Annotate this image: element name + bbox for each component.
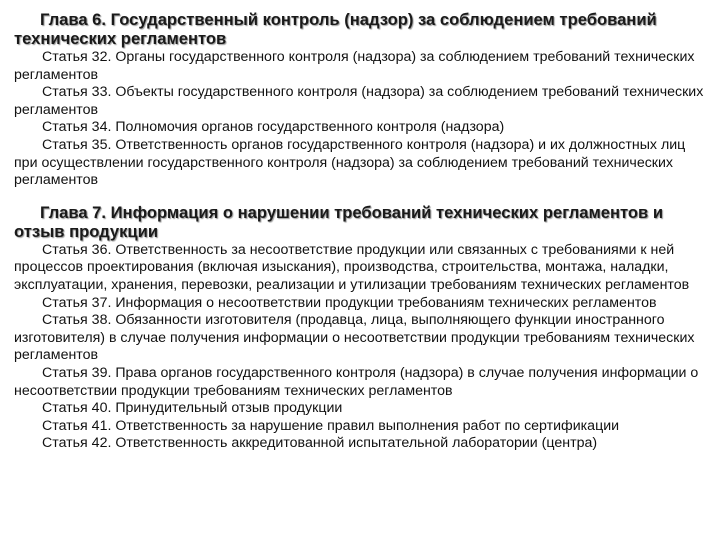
article-36: Статья 36. Ответственность за несоответствие продукции или связанных с требованиями к ней процессов проектирования (включая изыскания), производства, строительства, монтажа, наладки, эксплуатации, хранения, перевозки, реализации и утилизации требованиям технических регламентов — [14, 241, 690, 293]
chapter-title: Глава 6. Государственный контроль (надзор) за соблюдением требований технических регламентов — [14, 10, 657, 48]
article-37: Статья 37. Информация о несоответствии продукции требованиям технических регламентов — [42, 294, 657, 311]
article-39: Статья 39. Права органов государственного контроля (надзора) в случае получения информации о несоответствии продукции требованиям технических регламентов — [14, 364, 699, 399]
article-33: Статья 33. Объекты государственного контроля (надзора) за соблюдением требований технических регламентов — [14, 84, 704, 118]
chapter-6 — [14, 10, 712, 190]
article-32: Статья 32. Органы государственного контроля (надзора) за соблюдением требований технических регламентов — [14, 49, 695, 83]
article-38: Статья 38. Обязанности изготовителя (продавца, лица, выполняющего функции иностранного изготовителя) в случае получения информации о несоответствии продукции требованиям технических регламентов — [14, 312, 695, 364]
chapter-title: Глава 7. Информация о нарушении требований технических регламентов и отзыв продукции — [14, 202, 664, 241]
article-35: Статья 35. Ответственность органов государственного контроля (надзора) и их должностных лиц при осуществлении государственного контроля (надзора) за соблюдением требований технических регламентов — [14, 136, 686, 189]
article-40: Статья 40. Принудительный отзыв продукции — [42, 400, 343, 417]
article-34: Статья 34. Полномочия органов государственного контроля (надзора) — [42, 119, 505, 136]
chapter-7 — [14, 203, 712, 453]
article-42: Статья 42. Ответственность аккредитованной испытательной лаборатории (центра) — [42, 435, 598, 452]
article-41: Статья 41. Ответственность за нарушение правил выполнения работ по сертификации — [42, 417, 620, 434]
